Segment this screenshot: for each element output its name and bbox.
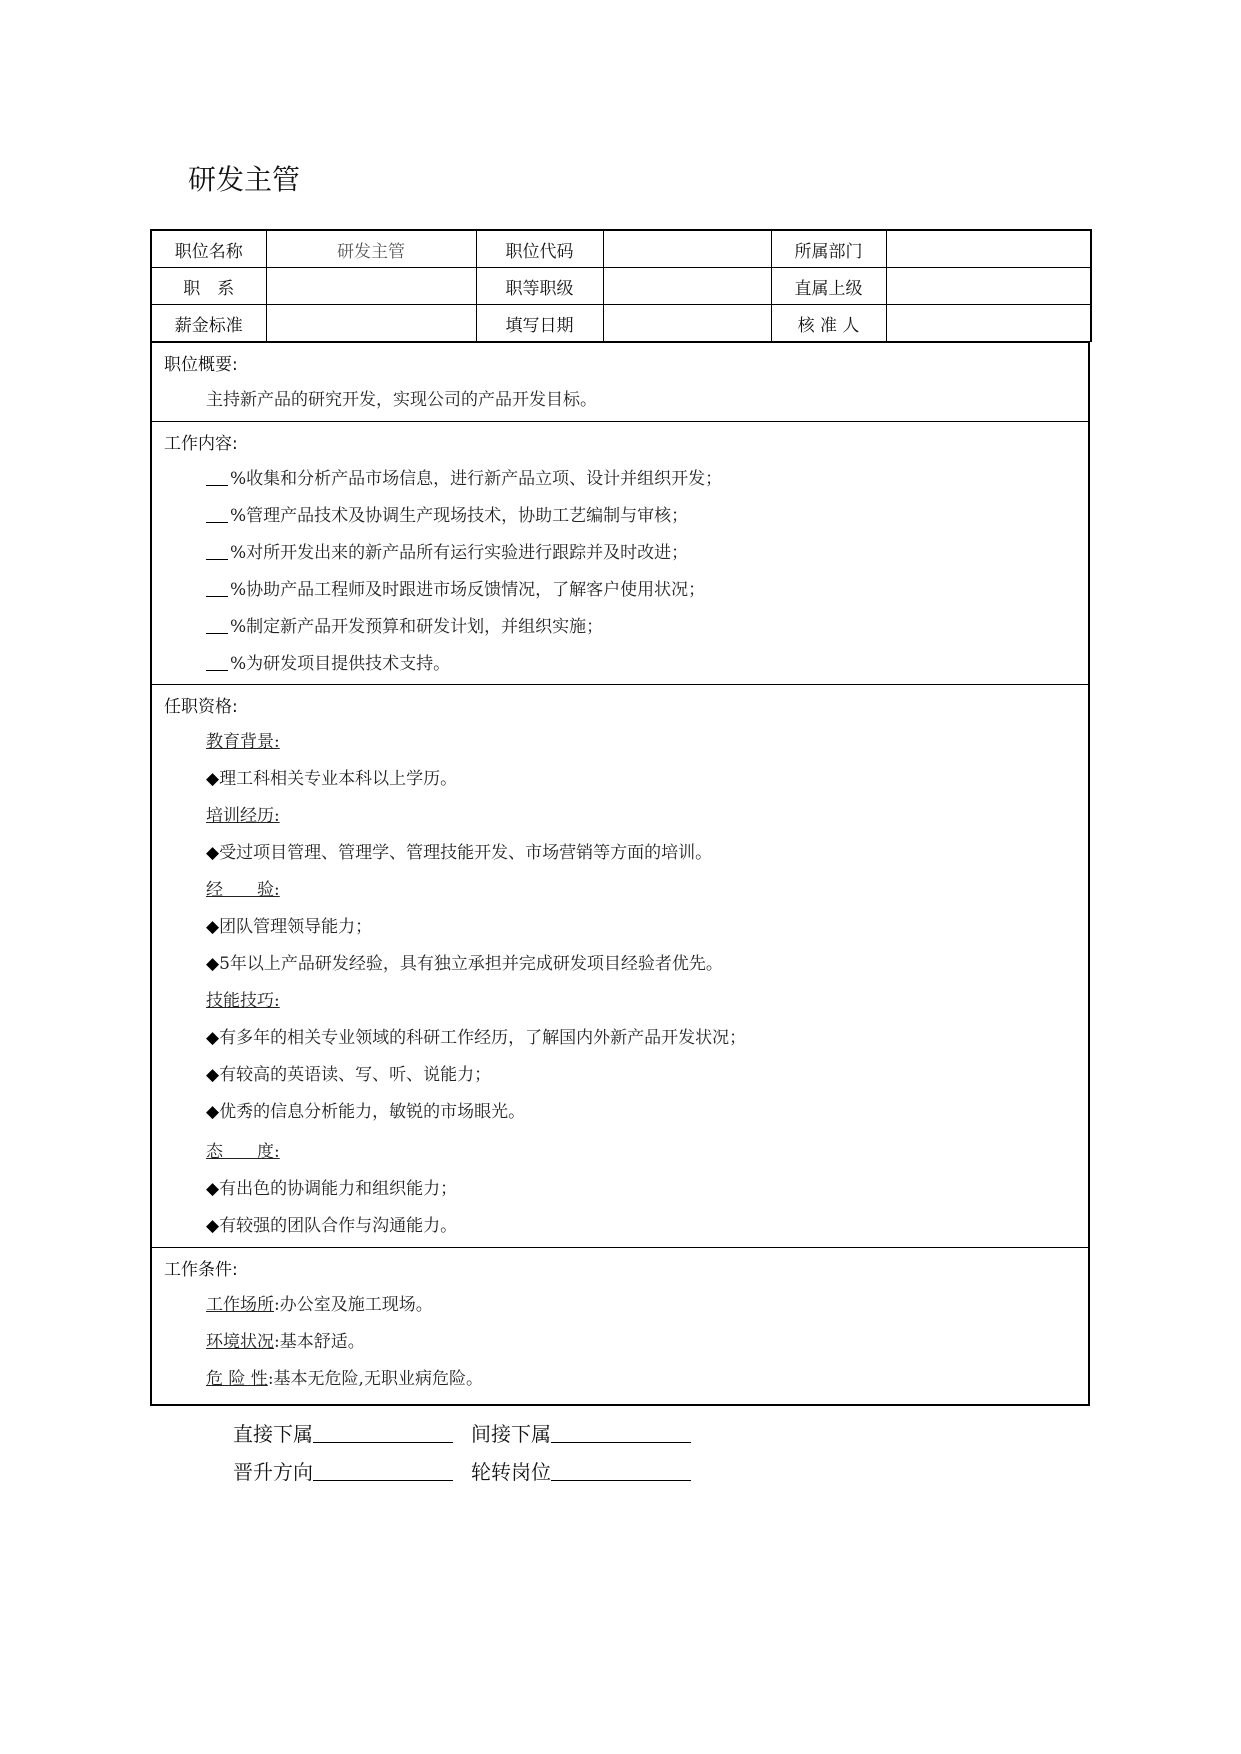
value-approver [886,305,1091,342]
list-item: ◆有出色的协调能力和组织能力； [206,1179,458,1199]
list-item: %对所开发出来的新产品所有运行实验进行跟踪并及时改进； [206,541,688,565]
summary-text: 主持新产品的研究开发，实现公司的产品开发目标。 [206,390,597,410]
experience-label: 经 验: [206,880,280,900]
list-item [206,1293,433,1317]
list-item: %收集和分析产品市场信息，进行新产品立项、设计并组织开发； [206,467,722,491]
value-salary-standard [266,305,476,342]
percent-blank [206,578,228,597]
environment-value: :基本舒适。 [274,1332,365,1352]
footer-row-reports [233,1420,709,1448]
conditions-heading: 工作条件: [164,1260,238,1280]
promotion-blank [313,1458,453,1481]
diamond-bullet-icon: ◆ [206,954,220,974]
value-position-code [603,230,771,268]
label-direct-supervisor: 直属上级 [771,268,886,305]
qualifications-section [150,684,1090,1247]
label-job-grade: 职等职级 [476,268,603,305]
diamond-bullet-icon: ◆ [206,843,220,863]
duties-section [150,421,1090,684]
summary-heading: 职位概要: [164,355,238,375]
indirect-reports-blank [551,1420,691,1443]
direct-reports-blank [313,1420,453,1443]
duties-heading: 工作内容: [164,434,238,454]
label-department: 所属部门 [771,230,886,268]
rotation-blank [551,1458,691,1481]
workplace-label: 工作场所 [206,1295,274,1315]
diamond-bullet-icon: ◆ [206,917,220,937]
list-item [206,1367,483,1391]
value-job-grade [603,268,771,305]
value-direct-supervisor [886,268,1091,305]
percent-blank [206,615,228,634]
list-item [206,1330,365,1354]
qualifications-heading: 任职资格: [164,697,238,717]
list-item: %制定新产品开发预算和研发计划，并组织实施； [206,615,603,639]
footer-row-career [233,1458,709,1486]
list-item: %协助产品工程师及时跟进市场反馈情况，了解客户使用状况； [206,578,705,602]
training-label: 培训经历: [206,806,280,826]
diamond-bullet-icon: ◆ [206,1179,220,1199]
label-position-code: 职位代码 [476,230,603,268]
percent-blank [206,652,228,671]
percent-blank [206,467,228,486]
list-item: ◆5年以上产品研发经验，具有独立承担并完成研发项目经验者优先。 [206,954,723,974]
label-salary-standard: 薪金标准 [151,305,266,342]
education-label: 教育背景: [206,732,280,752]
value-position-name: 研发主管 [266,230,476,268]
diamond-bullet-icon: ◆ [206,1216,220,1236]
hazard-value: :基本无危险,无职业病危险。 [267,1369,483,1389]
value-fill-date [603,305,771,342]
diamond-bullet-icon: ◆ [206,769,220,789]
list-item: ◆理工科相关专业本科以上学历。 [206,769,458,789]
label-fill-date: 填写日期 [476,305,603,342]
label-job-family: 职 系 [151,268,266,305]
conditions-section [150,1247,1090,1406]
list-item: ◆有较高的英语读、写、听、说能力； [206,1065,492,1085]
page-title: 研发主管 [188,163,301,196]
attitude-label: 态 度: [206,1142,280,1162]
list-item: %为研发项目提供技术支持。 [206,652,450,676]
rotation-label: 轮转岗位 [471,1460,551,1484]
value-job-family [266,268,476,305]
direct-reports-label: 直接下属 [233,1422,313,1446]
skills-label: 技能技巧: [206,991,280,1011]
percent-blank [206,504,228,523]
diamond-bullet-icon: ◆ [206,1102,220,1122]
percent-blank [206,541,228,560]
table-row [151,230,1091,268]
list-item: ◆优秀的信息分析能力，敏锐的市场眼光。 [206,1102,526,1122]
list-item: %管理产品技术及协调生产现场技术，协助工艺编制与审核； [206,504,688,528]
label-position-name: 职位名称 [151,230,266,268]
label-approver: 核 准 人 [771,305,886,342]
workplace-value: :办公室及施工现场。 [274,1295,433,1315]
list-item: ◆有多年的相关专业领域的科研工作经历，了解国内外新产品开发状况； [206,1028,747,1048]
promotion-label: 晋升方向 [233,1460,313,1484]
diamond-bullet-icon: ◆ [206,1065,220,1085]
job-info-table [150,229,1092,342]
list-item: ◆有较强的团队合作与沟通能力。 [206,1216,458,1236]
hazard-label: 危 险 性 [206,1369,268,1389]
environment-label: 环境状况 [206,1332,274,1352]
indirect-reports-label: 间接下属 [471,1422,551,1446]
table-row [151,305,1091,342]
summary-section [150,342,1090,421]
value-department [886,230,1091,268]
list-item: ◆团队管理领导能力； [206,917,373,937]
diamond-bullet-icon: ◆ [206,1028,220,1048]
table-row [151,268,1091,305]
list-item: ◆受过项目管理、管理学、管理技能开发、市场营销等方面的培训。 [206,843,713,863]
